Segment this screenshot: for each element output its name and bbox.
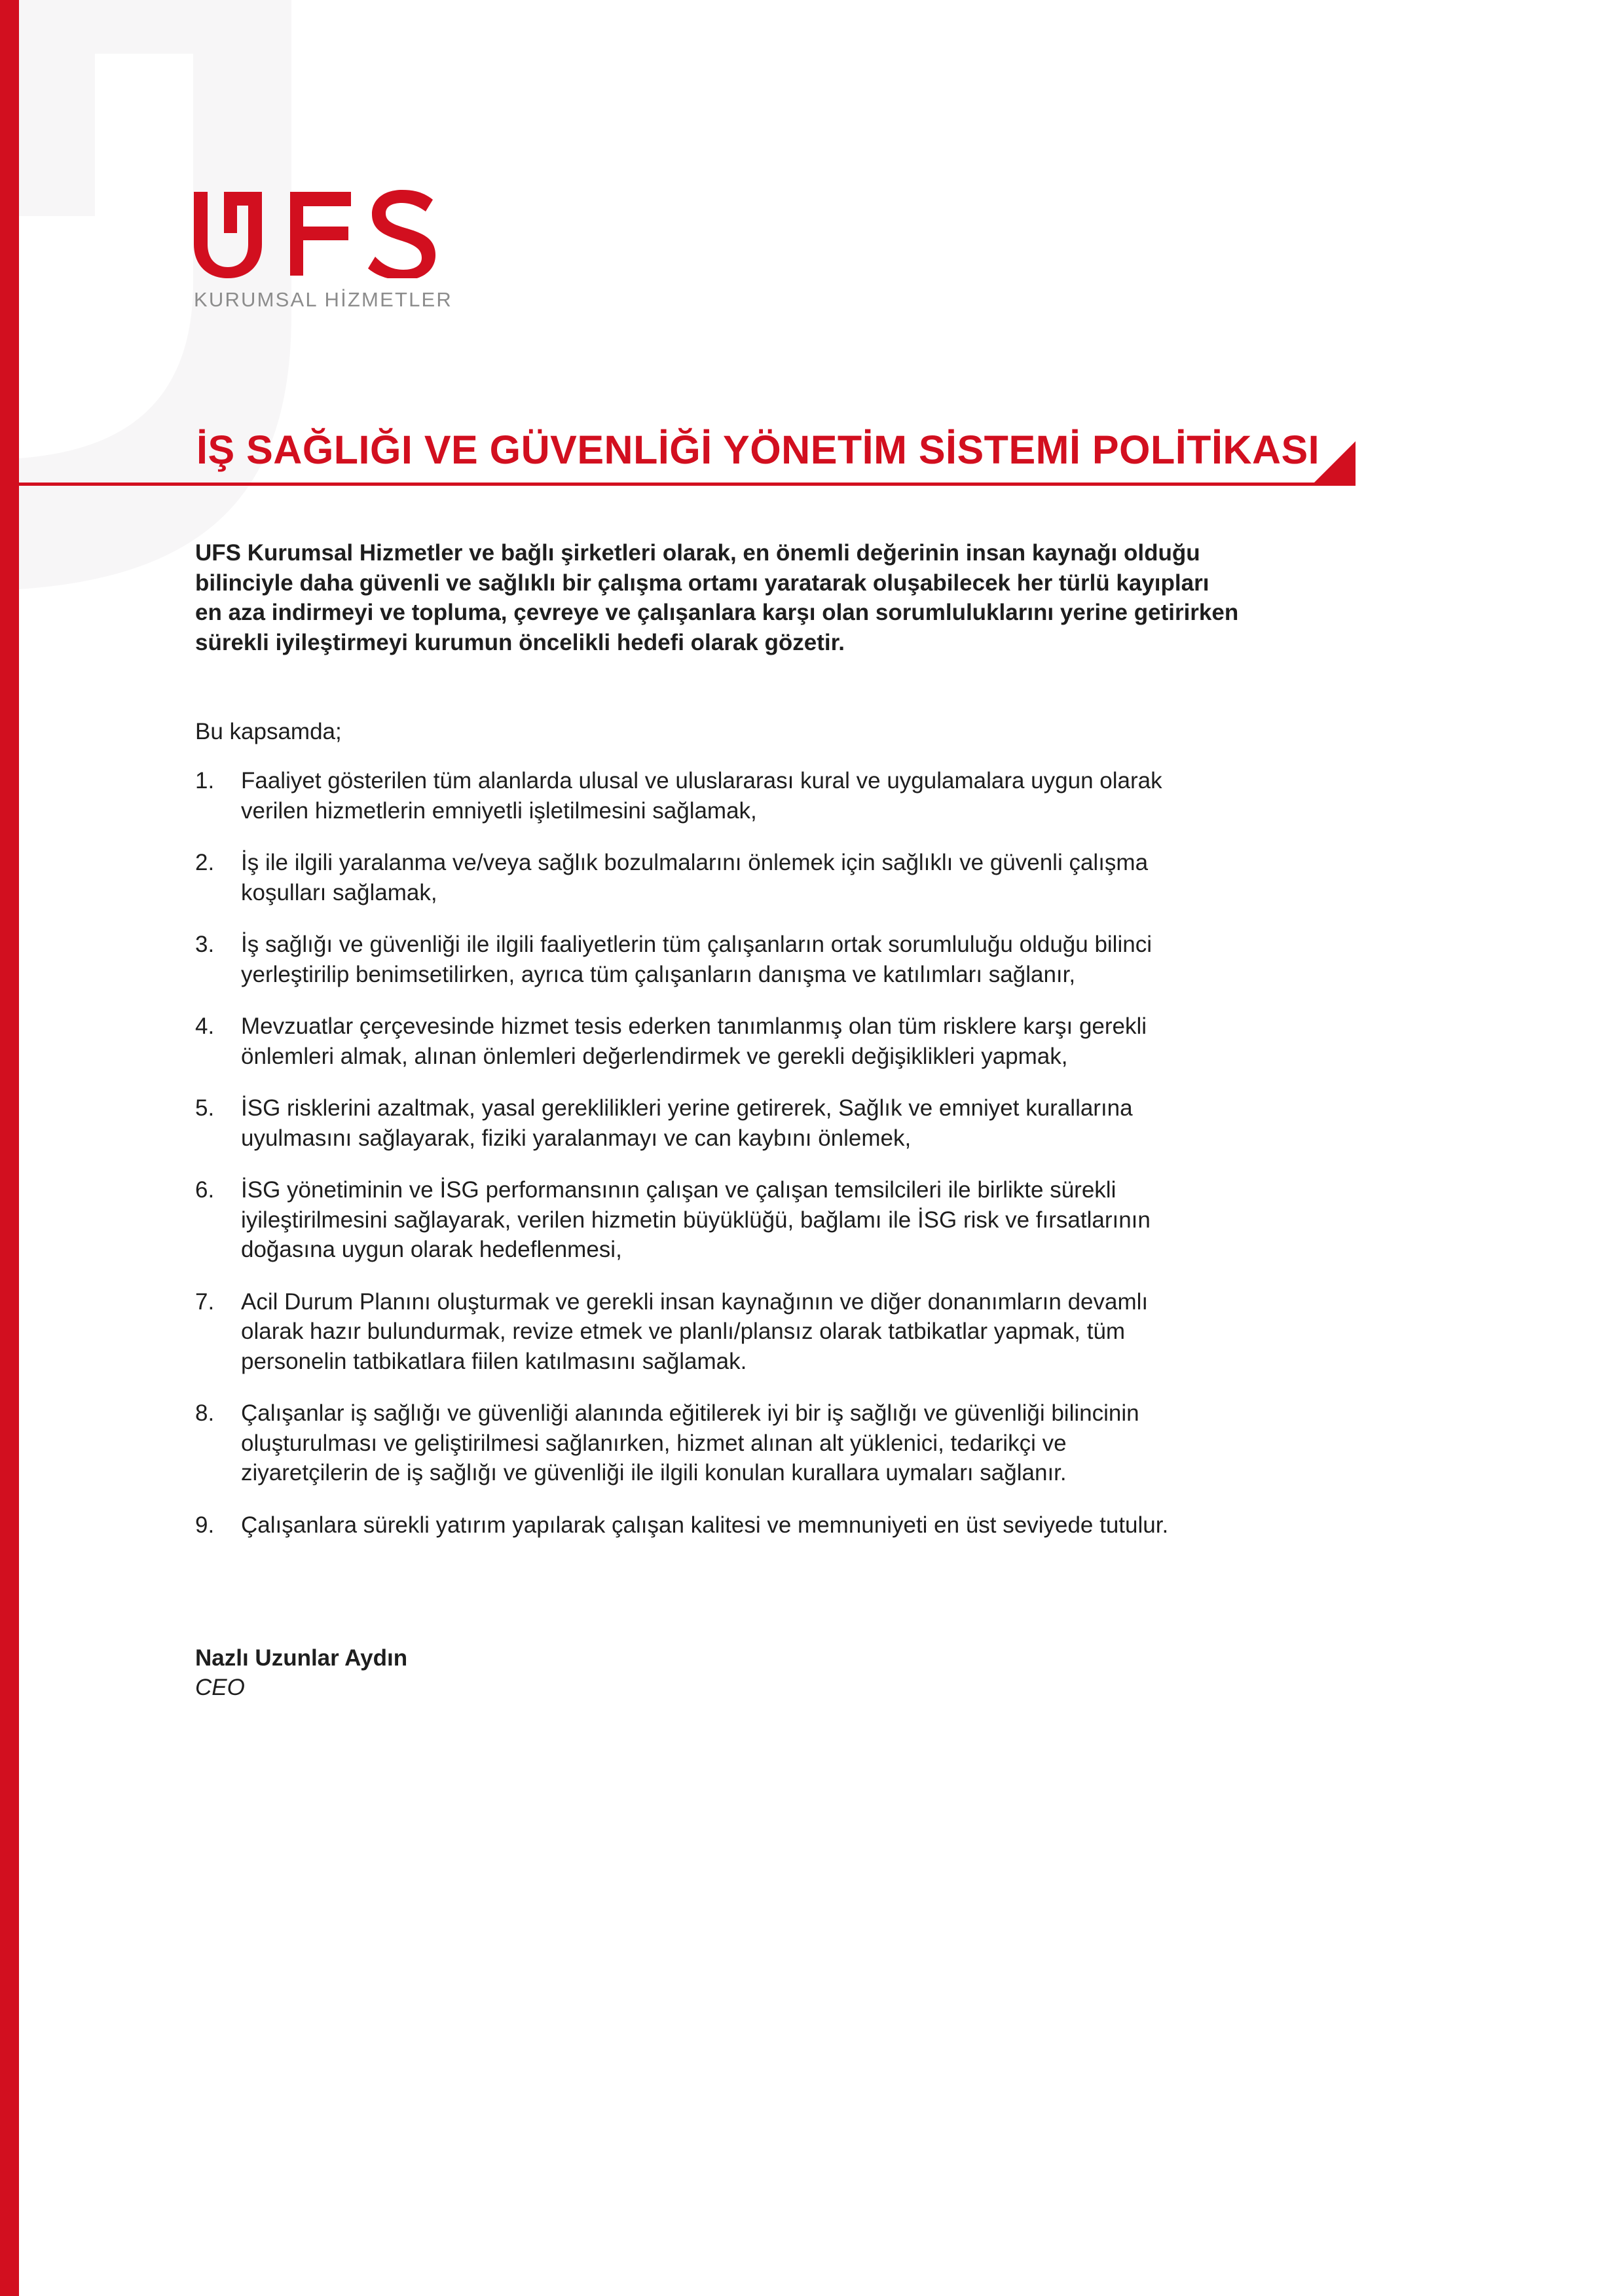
list-item-line: koşulları sağlamak, [241,879,437,905]
ufs-logo-mark-icon [194,190,443,278]
list-item-line: İSG risklerini azaltmak, yasal gereklilikleri yerine getirerek, Sağlık ve emniyet kurallarına [241,1095,1133,1121]
list-item [195,848,1452,907]
list-item-line: Çalışanlara sürekli yatırım yapılarak çalışan kalitesi ve memnuniyeti en üst seviyede tutulur. [241,1512,1169,1538]
list-item-number: 9. [195,1512,215,1538]
list-item-text [241,1093,1452,1153]
list-item-text [241,1011,1452,1071]
list-item-line: İş sağlığı ve güvenliği ile ilgili faaliyetlerin tüm çalışanların ortak sorumluluğu olduğu bilinci [241,932,1152,957]
list-item [195,1510,1452,1540]
list-item-text [241,848,1452,907]
list-item-number: 8. [195,1400,215,1426]
list-item [195,1093,1452,1153]
signatory-role: CEO [195,1675,245,1700]
intro-line: en aza indirmeyi ve topluma, çevreye ve çalışanlara karşı olan sorumluluklarını yerine getirirken [195,600,1239,625]
logo-subtitle: KURUMSAL HİZMETLER [194,288,452,311]
list-item-number: 1. [195,768,215,793]
intro-line: UFS Kurumsal Hizmetler ve bağlı şirketleri olarak, en önemli değerinin insan kaynağı olduğu [195,540,1200,566]
list-item [195,1011,1452,1071]
list-item-line: personelin tatbikatlara fiilen katılmasını sağlamak. [241,1348,747,1374]
list-item-text [241,766,1452,826]
title-corner-triangle-icon [1287,441,1356,486]
list-item-line: doğasına uygun olarak hedeflenmesi, [241,1237,622,1262]
list-item [195,1398,1452,1488]
list-item-line: yerleştirilip benimsetilirken, ayrıca tüm çalışanların danışma ve katılımları sağlanır, [241,961,1076,987]
page-title: İŞ SAĞLIĞI VE GÜVENLİĞİ YÖNETİM SİSTEMİ POLİTİKASI [196,428,1320,472]
list-item-text [241,1287,1452,1377]
list-item-number: 2. [195,850,215,875]
list-item-number: 5. [195,1095,215,1121]
list-item [195,1287,1452,1377]
list-item-number: 6. [195,1177,215,1203]
list-item-line: İş ile ilgili yaralanma ve/veya sağlık bozulmalarını önlemek için sağlıklı ve güvenli çalışma [241,850,1149,875]
list-item-text [241,1510,1452,1540]
title-underline [19,483,1322,486]
list-item-text [241,930,1452,989]
left-accent-bar [0,0,19,2296]
signatory-name: Nazlı Uzunlar Aydın [195,1645,408,1671]
list-item-number: 4. [195,1013,215,1039]
list-item-line: oluşturulması ve geliştirilmesi sağlanırken, hizmet alınan alt yüklenici, tedarikçi ve [241,1430,1067,1456]
company-logo [194,190,452,314]
intro-line: bilinciyle daha güvenli ve sağlıklı bir çalışma ortamı yaratarak oluşabilecek her türlü kayıpları [195,570,1209,596]
list-item-text [241,1398,1452,1488]
signature-block [195,1643,407,1702]
list-item-line: iyileştirilmesini sağlayarak, verilen hizmetin büyüklüğü, bağlamı ile İSG risk ve fırsatlarının [241,1207,1151,1233]
list-item [195,930,1452,989]
list-item-line: Mevzuatlar çerçevesinde hizmet tesis ederken tanımlanmış olan tüm risklere karşı gerekli [241,1013,1147,1039]
policy-list [195,766,1452,1562]
list-item-line: önlemleri almak, alınan önlemleri değerlendirmek ve gerekli değişiklikleri yapmak, [241,1043,1068,1069]
list-item-line: verilen hizmetlerin emniyetli işletilmesini sağlamak, [241,797,757,824]
list-item [195,766,1452,826]
list-item-line: Acil Durum Planını oluşturmak ve gerekli insan kaynağının ve diğer donanımların devamlı [241,1288,1149,1315]
list-item-line: İSG yönetiminin ve İSG performansının çalışan ve çalışan temsilcileri ile birlikte sürekli [241,1177,1116,1203]
intro-paragraph [195,538,1452,657]
list-lead-text: Bu kapsamda; [195,719,342,744]
intro-line: sürekli iyileştirmeyi kurumun öncelikli hedefi olarak gözetir. [195,629,845,655]
list-item-number: 3. [195,932,215,957]
list-item-line: uyulmasını sağlayarak, fiziki yaralanmayı ve can kaybını önlemek, [241,1125,912,1151]
list-item-line: Çalışanlar iş sağlığı ve güvenliği alanında eğitilerek iyi bir iş sağlığı ve güvenliği bilincinin [241,1400,1139,1426]
list-item-number: 7. [195,1288,215,1315]
list-item-line: olarak hazır bulundurmak, revize etmek ve planlı/plansız olarak tatbikatlar yapmak, tüm [241,1319,1126,1344]
list-item-line: ziyaretçilerin de iş sağlığı ve güvenliği ile ilgili konulan kurallara uymaları sağlanır. [241,1460,1067,1485]
list-item [195,1175,1452,1265]
list-item-text [241,1175,1452,1265]
list-item-line: Faaliyet gösterilen tüm alanlarda ulusal ve uluslararası kural ve uygulamalara uygun olarak [241,768,1162,793]
